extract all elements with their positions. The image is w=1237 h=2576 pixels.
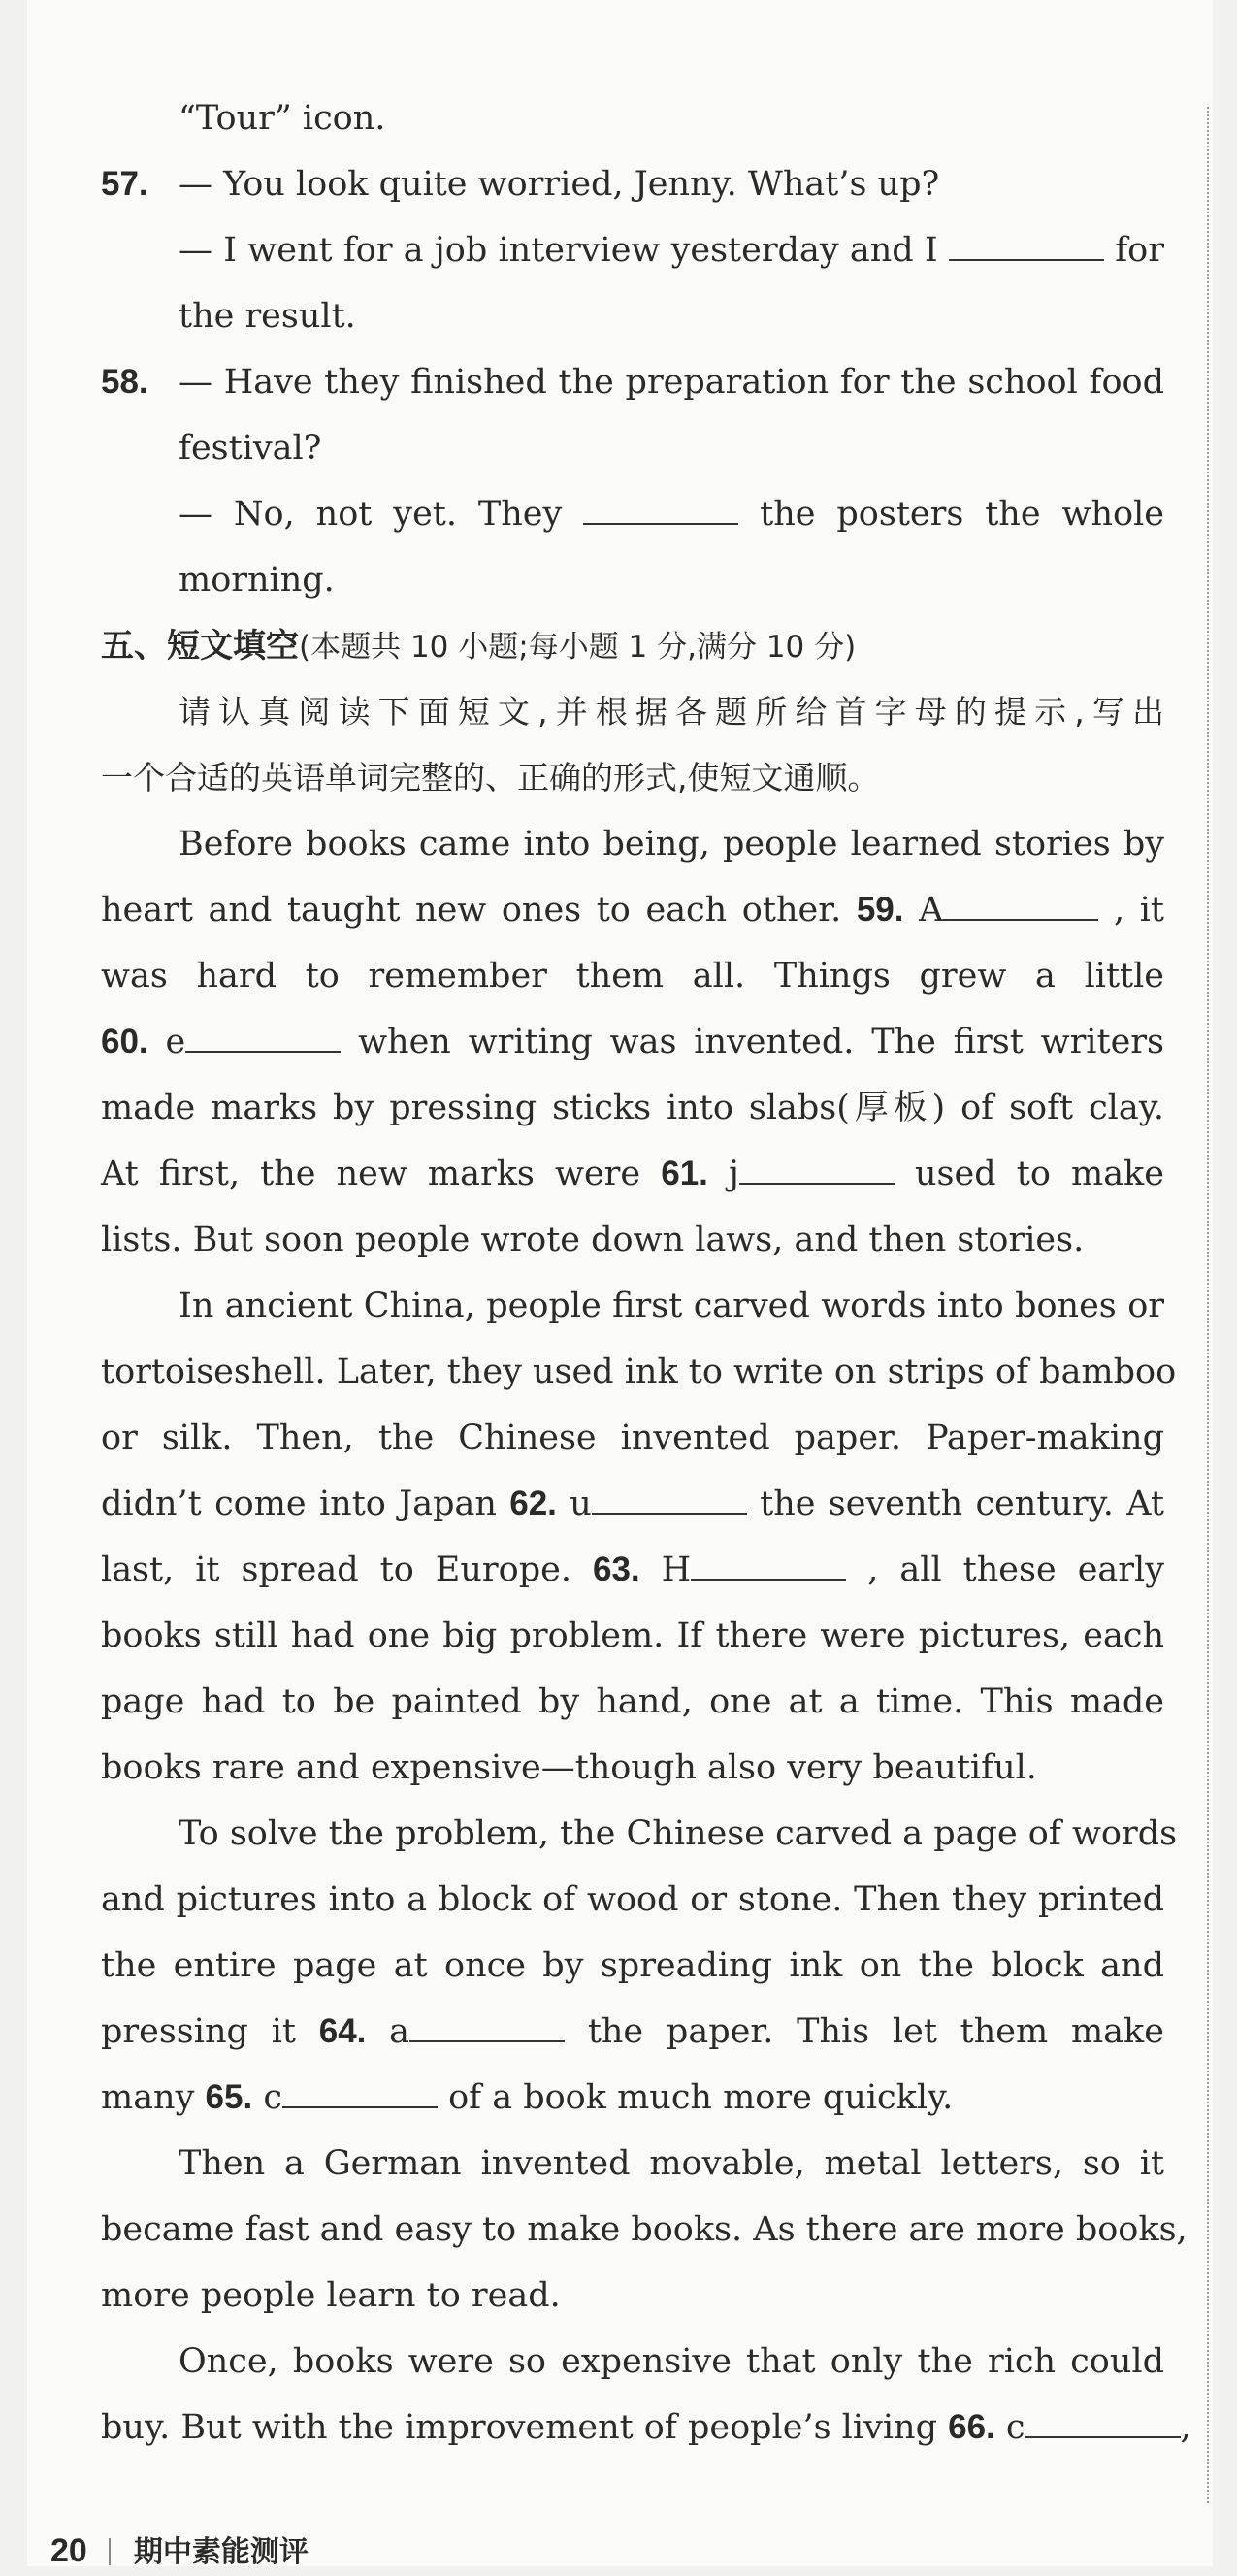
text: — Have they finished the preparation for the school food [179,363,1164,402]
text: lists. But soon people wrote down laws, and then stories. [101,1221,1085,1259]
question-58 [101,349,1164,415]
text-line [101,481,1164,547]
text: of a book much more quickly. [448,2078,954,2117]
question-number: 57. [101,165,148,203]
text-line [101,283,1164,349]
text: — You look quite worried, Jenny. What’s up? [179,165,940,204]
text-line [101,811,1164,877]
text: Once, books were so expensive that only the rich could [179,2342,1164,2381]
text: heart and taught new ones to each other. [101,891,842,929]
page-number: 20 [50,2532,87,2569]
text-line [101,1603,1164,1669]
footer-divider [109,2538,111,2565]
initial-letter: c [1005,2408,1025,2447]
text: many [101,2078,195,2117]
text-line [101,2197,1188,2263]
text: Before books came into being, people learned stories by [179,825,1164,864]
text: pressing it [101,2012,296,2051]
instruction-line [101,745,1164,811]
text: the posters the whole [760,495,1164,534]
text-line [101,1405,1164,1471]
text-line [101,2395,1191,2461]
text-line [101,547,1164,613]
answer-blank[interactable] [1025,2407,1181,2438]
initial-letter: A [919,891,944,929]
text-line [101,1537,1164,1603]
text: was hard to remember them all. Things grew a little [101,957,1164,995]
text: In ancient China, people first carved words into bones or [179,1287,1164,1325]
text: last, it spread to Europe. [101,1550,571,1589]
section-title: 五、短文填空 [101,627,299,666]
text: — I went for a job interview yesterday and I [179,231,938,270]
question-57 [101,151,1164,217]
text-line [101,1009,1164,1075]
answer-blank[interactable] [282,2077,438,2108]
blank-number: 62. [509,1484,557,1522]
blank-number: 63. [592,1550,640,1588]
page-content [101,99,1191,2461]
text-line [101,1471,1164,1537]
text-line [101,1273,1164,1339]
initial-letter: H [661,1550,692,1589]
text: 请认真阅读下面短文,并根据各题所给首字母的提示,写出 [179,693,1164,731]
answer-blank[interactable] [949,230,1104,261]
text-line [101,1735,1164,1801]
blank-number: 59. [856,891,904,929]
text: the seventh century. At [760,1484,1164,1523]
text: for [1115,231,1164,270]
text: the result. [179,297,356,336]
binding-margin-dotted-line [1207,107,1209,2503]
text: books still had one big problem. If there were pictures, each [101,1616,1164,1655]
text: “Tour” icon. [179,99,386,138]
initial-letter: j [729,1155,739,1193]
answer-blank[interactable] [185,1022,341,1053]
text: 一个合适的英语单词完整的、正确的形式,使短文通顺。 [101,759,880,797]
text: At first, the new marks were [101,1155,641,1193]
text: To solve the problem, the Chinese carved a page of words [179,1814,1178,1853]
text-line [101,1801,1178,1867]
page-footer [50,2527,309,2576]
text: and pictures into a block of wood or stone. Then they printed [101,1880,1164,1919]
initial-letter: u [570,1484,592,1523]
text: , it [1113,891,1164,929]
text-line [101,1141,1164,1207]
answer-blank[interactable] [592,1484,747,1515]
text-line [101,1933,1164,1999]
answer-blank[interactable] [409,2011,565,2042]
text: tortoiseshell. Later, they used ink to write on strips of bamboo [101,1353,1177,1391]
answer-blank[interactable] [943,890,1098,921]
text: didn’t come into Japan [101,1484,497,1523]
blank-number: 65. [205,2078,253,2116]
text: buy. But with the improvement of people’s living [101,2408,937,2447]
text-line [101,1669,1164,1735]
text: — No, not yet. They [179,495,563,534]
question-number: 58. [101,363,148,401]
text-line [101,877,1164,943]
text: , [1180,2408,1191,2447]
initial-letter: e [165,1023,186,1061]
blank-number: 60. [101,1023,148,1060]
text: more people learn to read. [101,2276,561,2315]
text: the paper. This let them make [587,2012,1164,2051]
text-line [101,1999,1164,2065]
initial-letter: c [263,2078,282,2117]
text-line [101,943,1164,1009]
text: made marks by pressing sticks into slabs(厚板) of soft clay. [101,1089,1164,1127]
section-heading [101,613,1164,679]
text: books rare and expensive—though also very beautiful. [101,1748,1037,1787]
text: morning. [179,561,335,600]
answer-blank[interactable] [739,1154,895,1185]
text-line [101,1867,1164,1933]
text-line [101,415,1164,481]
text: became fast and easy to make books. As there are more books, [101,2210,1188,2249]
text: or silk. Then, the Chinese invented paper. Paper-making [101,1418,1164,1457]
text-line [101,2329,1164,2395]
blank-number: 64. [318,2012,367,2050]
text-line [101,1075,1164,1141]
text-line [101,1207,1164,1273]
blank-number: 61. [661,1155,708,1192]
text-line [101,2263,1164,2329]
text: , all these early [867,1550,1164,1589]
text: used to make [915,1155,1164,1193]
text: Then a German invented movable, metal letters, so it [179,2144,1164,2183]
answer-blank[interactable] [583,494,738,525]
text-line [101,1339,1177,1405]
section-scoring: (本题共 10 小题;每小题 1 分,满分 10 分) [299,630,857,665]
instruction-line [101,679,1164,745]
text-line [101,217,1164,283]
footer-title: 期中素能测评 [133,2535,309,2569]
text-line [101,2131,1164,2197]
text: festival? [179,429,322,468]
answer-blank[interactable] [691,1549,846,1581]
text-line [101,85,1164,151]
blank-number: 66. [948,2408,995,2446]
text: page had to be painted by hand, one at a time. This made [101,1682,1164,1721]
initial-letter: a [389,2012,410,2051]
text: when writing was invented. The first writers [358,1023,1164,1061]
text: the entire page at once by spreading ink on the block and [101,1946,1164,1985]
text-line [101,2065,1164,2131]
